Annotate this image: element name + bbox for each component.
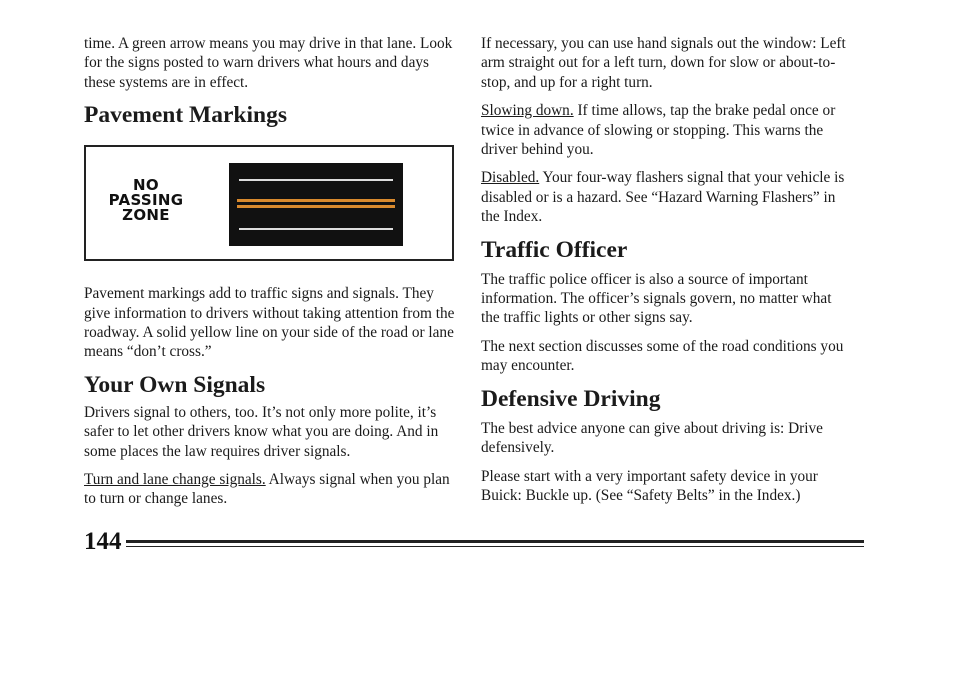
your-own-signals-heading: Your Own Signals [84,371,266,398]
footer-rule-thick [126,540,864,543]
defensive-driving-heading: Defensive Driving [481,385,661,412]
road-illustration [229,163,403,246]
sign-text-no: NO [133,176,159,195]
turn-signals-label: Turn and lane change signals. [84,471,266,489]
no-passing-zone-sign [108,178,184,223]
pavement-body: Pavement markings add to traffic signs and signals. They give information to drivers without taking attention from the roadway. A solid yellow line on your side of the road or lane means “don’t cross.” [84,285,455,361]
footer-rule-thin [126,546,864,547]
page-footer [84,528,864,558]
turn-signals-paragraph [84,470,456,509]
road-edge-line-bottom [239,228,393,230]
disabled-body: Your four-way flashers signal that your vehicle is disabled or is a hazard. See “Hazard Warning Flashers” in the Index. [481,169,845,226]
slowing-down-label: Slowing down. [481,102,574,120]
intro-paragraph: time. A green arrow means you may drive in that lane. Look for the signs posted to warn drivers what hours and days these systems are in effect. [84,35,453,91]
disabled-paragraph [481,168,853,226]
defensive-body-2: Please start with a very important safety device in your Buick: Buckle up. (See “Safety Belts” in the Index.) [481,467,818,504]
sign-text-passing: PASSING [108,191,184,210]
traffic-officer-heading: Traffic Officer [481,236,628,263]
left-column [84,34,456,518]
right-column [481,34,853,514]
traffic-officer-body: The traffic police officer is also a source of important information. The officer’s signals govern, no matter what the traffic lights or other signs say. [481,270,832,327]
hand-signals-paragraph: If necessary, you can use hand signals out the window: Left arm straight out for a left turn, down for slow or about-to-stop, and up for a right turn. [481,35,846,91]
road-edge-line-top [239,179,393,181]
slowing-down-body: If time allows, tap the brake pedal once or twice in advance of slowing or stopping. This warns the driver behind you. [481,102,836,159]
sign-text-zone: ZONE [122,206,170,225]
yellow-center-line-2 [237,205,395,208]
disabled-label: Disabled. [481,169,540,187]
slowing-down-paragraph [481,101,853,159]
signals-body: Drivers signal to others, too. It’s not only more polite, it’s safer to let other drivers know what you are doing. And in some places the law requires driver signals. [84,403,439,460]
turn-signals-body: Always signal when you plan to turn or change lanes. [84,471,450,508]
yellow-center-line-1 [237,199,395,202]
pavement-markings-heading: Pavement Markings [84,102,287,129]
pavement-markings-figure [84,145,454,261]
defensive-body-1: The best advice anyone can give about driving is: Drive defensively. [481,419,823,457]
page-number: 144 [84,528,122,555]
next-section-paragraph: The next section discusses some of the road conditions you may encounter. [481,337,844,375]
